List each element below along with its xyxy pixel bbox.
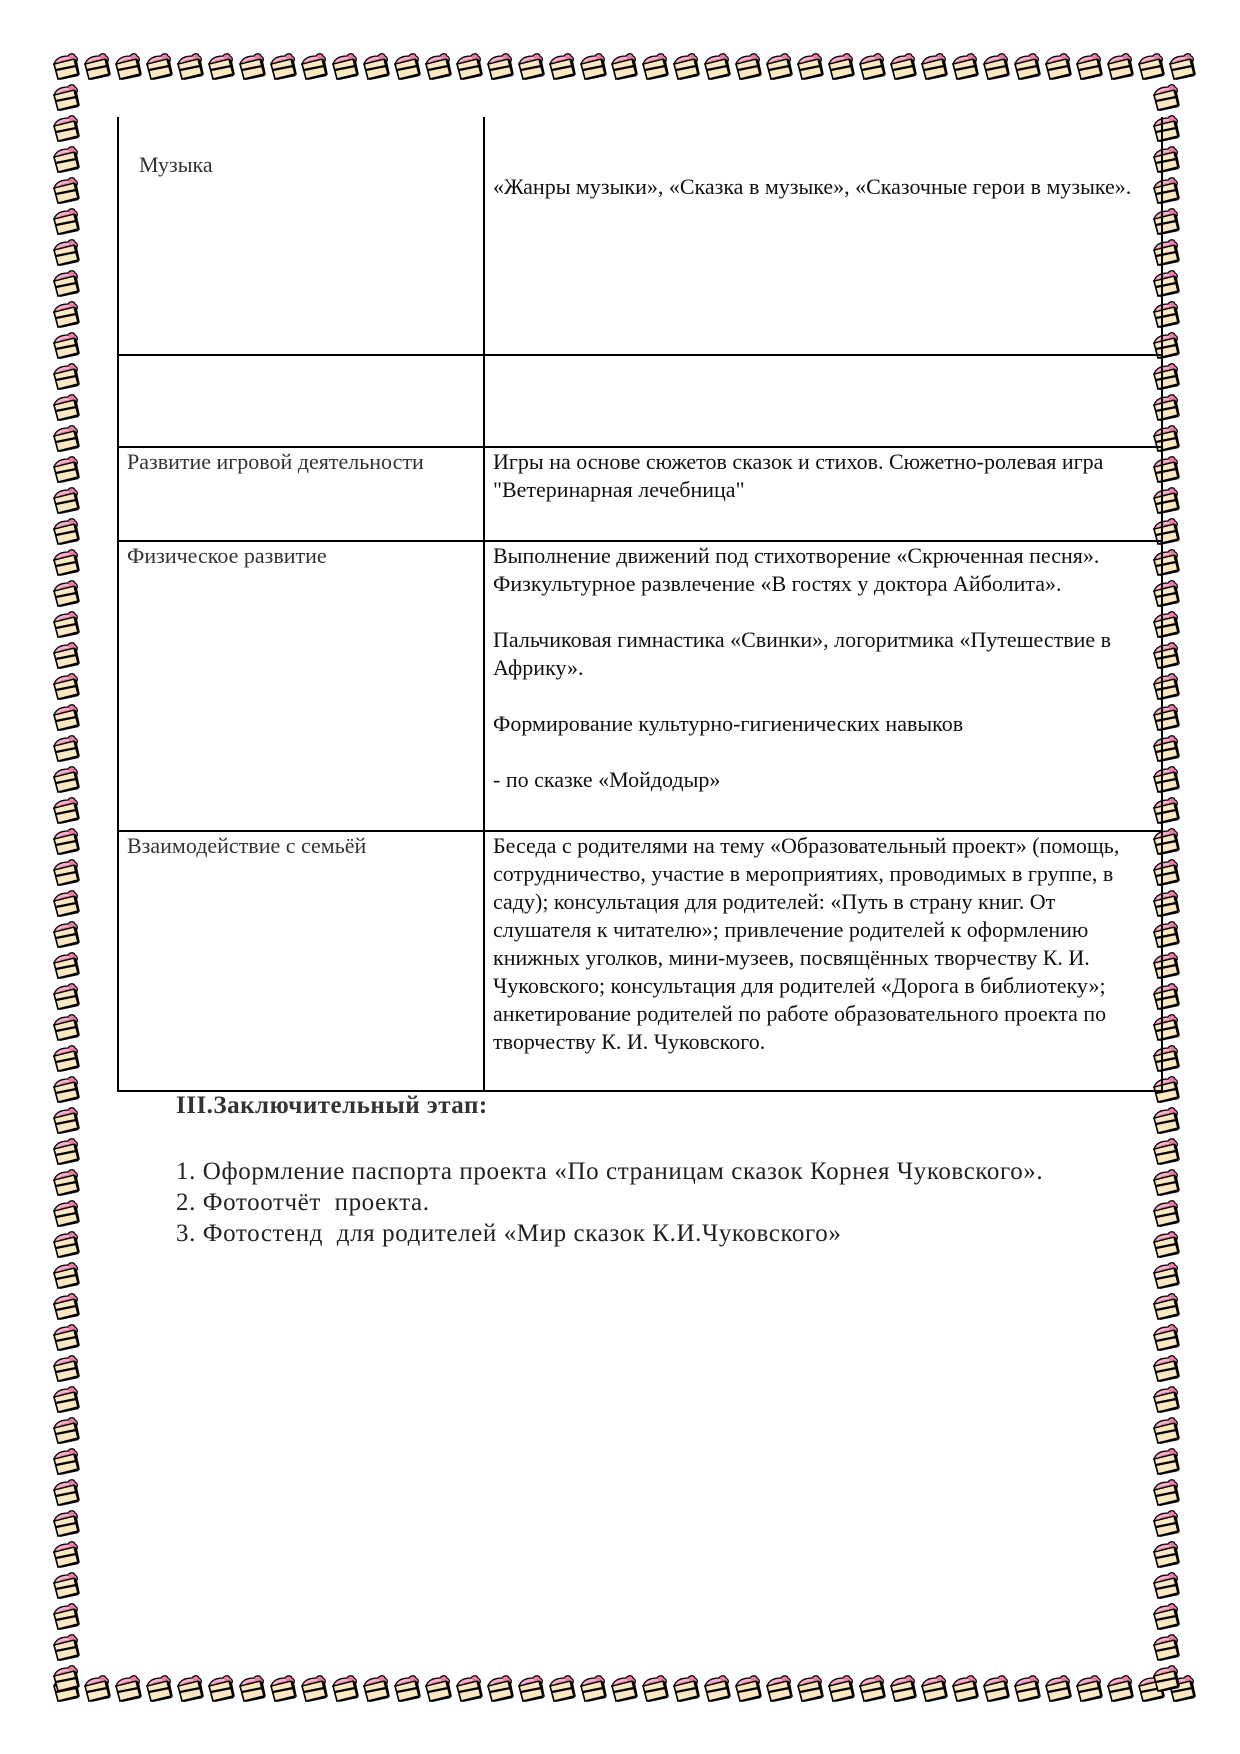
row-paragraph: Выполнение движений под стихотворение «Скрюченная песня». Физкультурное развлечение «В гостях у доктора Айболита».	[493, 543, 1100, 596]
cake-slice-icon	[1150, 1600, 1181, 1631]
cake-slice-icon	[980, 50, 1011, 81]
cake-slice-icon	[50, 360, 81, 391]
cake-slice-icon	[50, 1569, 81, 1600]
cake-slice-icon	[391, 1672, 422, 1703]
cake-slice-icon	[50, 236, 81, 267]
cake-slice-icon	[50, 205, 81, 236]
list-item: 1. Оформление паспорта проекта «По страницам сказок Корнея Чуковского».	[176, 1158, 1044, 1185]
cake-slice-icon	[577, 1672, 608, 1703]
cake-slice-icon	[484, 50, 515, 81]
cake-slice-icon	[50, 1631, 81, 1662]
cake-border-bottom	[50, 1672, 1197, 1703]
cake-slice-icon	[825, 1672, 856, 1703]
cake-slice-icon	[50, 1321, 81, 1352]
cake-slice-icon	[1150, 1166, 1181, 1197]
cake-slice-icon	[1150, 1662, 1181, 1693]
cake-slice-icon	[50, 1135, 81, 1166]
cake-slice-icon	[112, 50, 143, 81]
cake-slice-icon	[50, 1104, 81, 1135]
row-content	[484, 541, 1162, 831]
row-content	[484, 831, 1162, 1091]
activities-table	[117, 117, 1163, 1092]
cake-slice-icon	[1150, 1321, 1181, 1352]
cake-slice-icon	[1150, 1569, 1181, 1600]
cake-slice-icon	[50, 1290, 81, 1321]
cake-slice-icon	[608, 50, 639, 81]
cake-slice-icon	[50, 701, 81, 732]
cake-slice-icon	[143, 50, 174, 81]
cake-slice-icon	[50, 1042, 81, 1073]
cake-slice-icon	[980, 1672, 1011, 1703]
cake-slice-icon	[701, 50, 732, 81]
cake-slice-icon	[50, 81, 81, 112]
cake-slice-icon	[639, 1672, 670, 1703]
cake-slice-icon	[50, 794, 81, 825]
cake-border-top	[50, 50, 1197, 81]
row-paragraph: «Жанры музыки», «Сказка в музыке», «Сказочные герои в музыке».	[493, 174, 1132, 199]
cake-slice-icon	[1150, 1507, 1181, 1538]
cake-slice-icon	[1150, 1631, 1181, 1662]
cake-slice-icon	[174, 50, 205, 81]
cake-slice-icon	[422, 1672, 453, 1703]
row-label: Взаимодействие с семьёй	[118, 831, 484, 1091]
list-item: 3. Фотостенд для родителей «Мир сказок К.И.Чуковского»	[176, 1220, 842, 1247]
cake-slice-icon	[50, 484, 81, 515]
table-row	[118, 117, 1162, 355]
cake-slice-icon	[1150, 1228, 1181, 1259]
cake-slice-icon	[50, 50, 81, 81]
cake-slice-icon	[50, 980, 81, 1011]
cake-slice-icon	[794, 1672, 825, 1703]
cake-slice-icon	[50, 918, 81, 949]
table-row	[118, 541, 1162, 831]
cake-slice-icon	[1150, 81, 1181, 112]
section-heading: III.Заключительный этап:	[176, 1092, 488, 1119]
cake-slice-icon	[1073, 50, 1104, 81]
cake-slice-icon	[50, 856, 81, 887]
cake-slice-icon	[50, 1259, 81, 1290]
cake-slice-icon	[856, 50, 887, 81]
cake-slice-icon	[763, 1672, 794, 1703]
cake-slice-icon	[1150, 1445, 1181, 1476]
cake-slice-icon	[1073, 1672, 1104, 1703]
row-paragraph: Беседа с родителями на тему «Образовательный проект» (помощь, сотрудничество, участие в мероприятиях, проводимых в группе, в саду); консультация для родителей: «Путь в страну книг. От слушателя к читателю»; привлечение родителей к оформлению книжных уголков, мини-музеев, посвящённых творчеству К. И. Чуковского; консультация для родителей «Дорога в библиотеку»; анкетирование родителей по работе образовательного проекта по творчеству К. И. Чуковского.	[493, 833, 1120, 1054]
cake-slice-icon	[50, 422, 81, 453]
cake-slice-icon	[1150, 1383, 1181, 1414]
row-paragraph: Формирование культурно-гигиенических навыков	[493, 711, 964, 736]
list-item: 2. Фотоотчёт проекта.	[176, 1189, 430, 1216]
cake-slice-icon	[50, 825, 81, 856]
cake-slice-icon	[50, 1383, 81, 1414]
cake-slice-icon	[50, 1600, 81, 1631]
table-row	[118, 447, 1162, 541]
cake-slice-icon	[949, 1672, 980, 1703]
cake-slice-icon	[267, 50, 298, 81]
row-label: Музыка	[118, 117, 484, 355]
row-label: Физическое развитие	[118, 541, 484, 831]
cake-slice-icon	[50, 732, 81, 763]
cake-slice-icon	[50, 143, 81, 174]
cake-slice-icon	[1150, 1538, 1181, 1569]
cake-border-left	[50, 81, 81, 1693]
cake-slice-icon	[546, 1672, 577, 1703]
row-content	[484, 447, 1162, 541]
cake-slice-icon	[360, 1672, 391, 1703]
cake-slice-icon	[50, 887, 81, 918]
cake-slice-icon	[484, 1672, 515, 1703]
cake-slice-icon	[50, 1414, 81, 1445]
cake-slice-icon	[1104, 50, 1135, 81]
cake-slice-icon	[50, 329, 81, 360]
cake-slice-icon	[81, 1672, 112, 1703]
cake-slice-icon	[1150, 1476, 1181, 1507]
cake-slice-icon	[639, 50, 670, 81]
cake-slice-icon	[1150, 1414, 1181, 1445]
cake-slice-icon	[670, 1672, 701, 1703]
cake-slice-icon	[50, 546, 81, 577]
cake-slice-icon	[887, 50, 918, 81]
cake-slice-icon	[1042, 1672, 1073, 1703]
cake-slice-icon	[1166, 50, 1197, 81]
cake-slice-icon	[50, 1352, 81, 1383]
cake-slice-icon	[50, 1166, 81, 1197]
cake-slice-icon	[50, 112, 81, 143]
table-row	[118, 355, 1162, 447]
cake-slice-icon	[546, 50, 577, 81]
cake-slice-icon	[1011, 50, 1042, 81]
cake-slice-icon	[50, 515, 81, 546]
cake-slice-icon	[1150, 1104, 1181, 1135]
cake-slice-icon	[1150, 1290, 1181, 1321]
cake-slice-icon	[50, 298, 81, 329]
cake-slice-icon	[50, 949, 81, 980]
cake-slice-icon	[50, 639, 81, 670]
row-label	[118, 355, 484, 447]
row-paragraph: Пальчиковая гимнастика «Свинки», логоритмика «Путешествие в Африку».	[493, 627, 1112, 680]
cake-slice-icon	[670, 50, 701, 81]
cake-slice-icon	[112, 1672, 143, 1703]
cake-slice-icon	[50, 608, 81, 639]
cake-slice-icon	[236, 50, 267, 81]
cake-slice-icon	[143, 1672, 174, 1703]
cake-slice-icon	[50, 1011, 81, 1042]
cake-slice-icon	[50, 1538, 81, 1569]
cake-slice-icon	[50, 453, 81, 484]
cake-slice-icon	[50, 174, 81, 205]
cake-slice-icon	[205, 50, 236, 81]
cake-slice-icon	[298, 1672, 329, 1703]
cake-slice-icon	[50, 1073, 81, 1104]
cake-slice-icon	[918, 50, 949, 81]
cake-slice-icon	[50, 670, 81, 701]
cake-slice-icon	[732, 1672, 763, 1703]
cake-slice-icon	[732, 50, 763, 81]
cake-slice-icon	[918, 1672, 949, 1703]
cake-slice-icon	[453, 50, 484, 81]
cake-slice-icon	[422, 50, 453, 81]
cake-slice-icon	[50, 1476, 81, 1507]
cake-slice-icon	[50, 1507, 81, 1538]
cake-slice-icon	[50, 391, 81, 422]
cake-slice-icon	[453, 1672, 484, 1703]
cake-slice-icon	[1042, 50, 1073, 81]
cake-slice-icon	[267, 1672, 298, 1703]
cake-slice-icon	[329, 1672, 360, 1703]
cake-slice-icon	[50, 1445, 81, 1476]
row-content	[484, 355, 1162, 447]
cake-slice-icon	[794, 50, 825, 81]
cake-slice-icon	[887, 1672, 918, 1703]
cake-slice-icon	[50, 1662, 81, 1693]
final-stage-section	[176, 1092, 1056, 1249]
cake-slice-icon	[825, 50, 856, 81]
cake-slice-icon	[236, 1672, 267, 1703]
final-stage-list	[176, 1156, 1056, 1249]
cake-slice-icon	[50, 1228, 81, 1259]
cake-slice-icon	[50, 763, 81, 794]
row-label: Развитие игровой деятельности	[118, 447, 484, 541]
cake-slice-icon	[329, 50, 360, 81]
cake-slice-icon	[50, 1197, 81, 1228]
cake-slice-icon	[515, 50, 546, 81]
cake-slice-icon	[1104, 1672, 1135, 1703]
cake-slice-icon	[515, 1672, 546, 1703]
cake-slice-icon	[50, 577, 81, 608]
cake-slice-icon	[763, 50, 794, 81]
cake-slice-icon	[360, 50, 391, 81]
row-paragraph: Игры на основе сюжетов сказок и стихов. Сюжетно-ролевая игра "Ветеринарная лечебница"	[493, 449, 1104, 502]
cake-slice-icon	[1135, 50, 1166, 81]
cake-slice-icon	[1150, 1135, 1181, 1166]
cake-slice-icon	[577, 50, 608, 81]
cake-slice-icon	[50, 267, 81, 298]
cake-slice-icon	[298, 50, 329, 81]
cake-slice-icon	[856, 1672, 887, 1703]
cake-slice-icon	[391, 50, 422, 81]
cake-slice-icon	[1150, 1259, 1181, 1290]
cake-slice-icon	[608, 1672, 639, 1703]
cake-slice-icon	[949, 50, 980, 81]
cake-slice-icon	[205, 1672, 236, 1703]
cake-slice-icon	[701, 1672, 732, 1703]
table-row	[118, 831, 1162, 1091]
cake-slice-icon	[81, 50, 112, 81]
row-paragraph: - по сказке «Мойдодыр»	[493, 767, 721, 792]
cake-slice-icon	[1150, 1352, 1181, 1383]
cake-slice-icon	[1011, 1672, 1042, 1703]
cake-slice-icon	[174, 1672, 205, 1703]
row-content	[484, 117, 1162, 355]
cake-slice-icon	[1150, 1197, 1181, 1228]
